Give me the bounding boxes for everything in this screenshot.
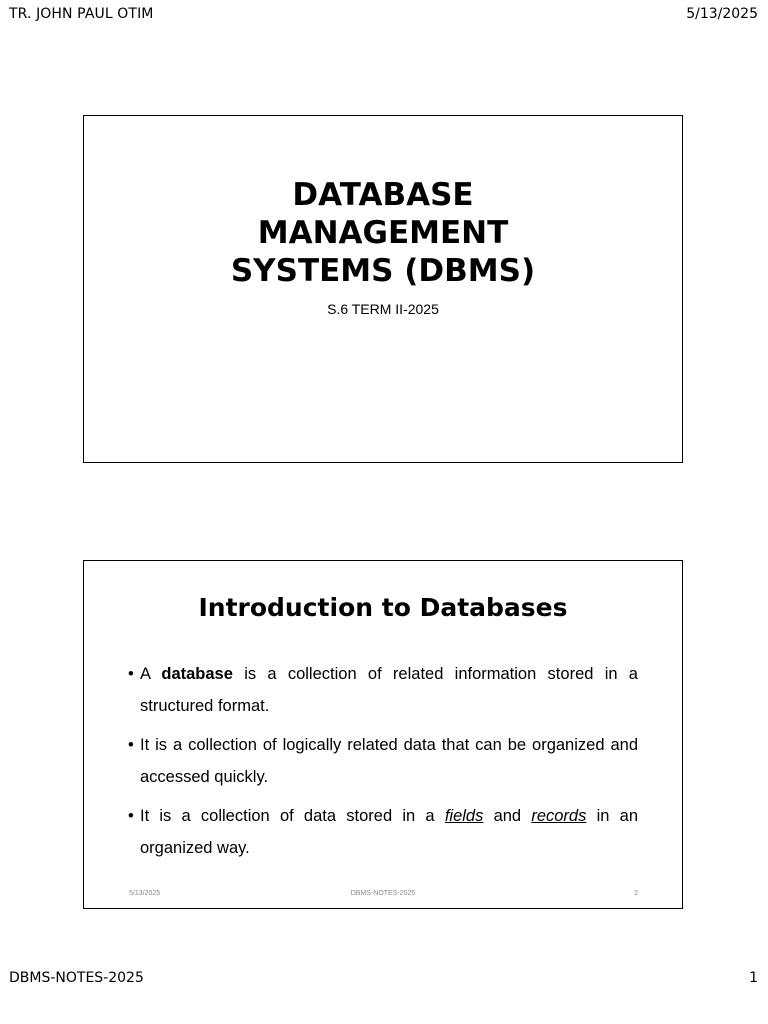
slide-1-title: DATABASE MANAGEMENT SYSTEMS (DBMS) (230, 177, 536, 289)
bullet-item-3 (128, 800, 638, 864)
slide-1-subtitle: S.6 TERM II-2025 (327, 301, 439, 317)
slide-2-footer-number: 2 (634, 890, 638, 897)
bullet-1-term: database (161, 665, 233, 683)
page-header-author: TR. JOHN PAUL OTIM (9, 6, 154, 22)
page-header-date: 5/13/2025 (686, 6, 758, 22)
bullet-list (128, 658, 638, 871)
bullet-dot-icon: • (128, 665, 134, 683)
bullet-dot-icon: • (128, 736, 134, 754)
slide-2-title: Introduction to Databases (198, 593, 568, 622)
bullet-3-post: in an organized way. (140, 807, 638, 857)
bullet-3-term-records: records (531, 807, 587, 825)
bullet-3-term-fields: fields (444, 807, 484, 825)
slide-1-thumbnail (83, 115, 683, 463)
page-number: 1 (749, 970, 758, 986)
slide-2-footer-date: 5/13/2025 (129, 890, 161, 897)
bullet-1-pre: A (140, 665, 162, 683)
slide-2-footer-title: DBMS-NOTES-2025 (350, 890, 416, 897)
bullet-dot-icon: • (128, 807, 134, 825)
page-footer-title: DBMS-NOTES-2025 (9, 970, 144, 986)
bullet-2-text: It is a collection of logically related data that can be organized and accessed quickly. (140, 736, 638, 786)
bullet-item-2 (128, 729, 638, 793)
bullet-3-mid: and (483, 807, 532, 825)
bullet-1-post: is a collection of related information stored in a structured format. (140, 665, 638, 715)
bullet-3-pre: It is a collection of data stored in a (140, 807, 445, 825)
bullet-item-1 (128, 658, 638, 722)
slide-2-thumbnail (83, 560, 683, 909)
